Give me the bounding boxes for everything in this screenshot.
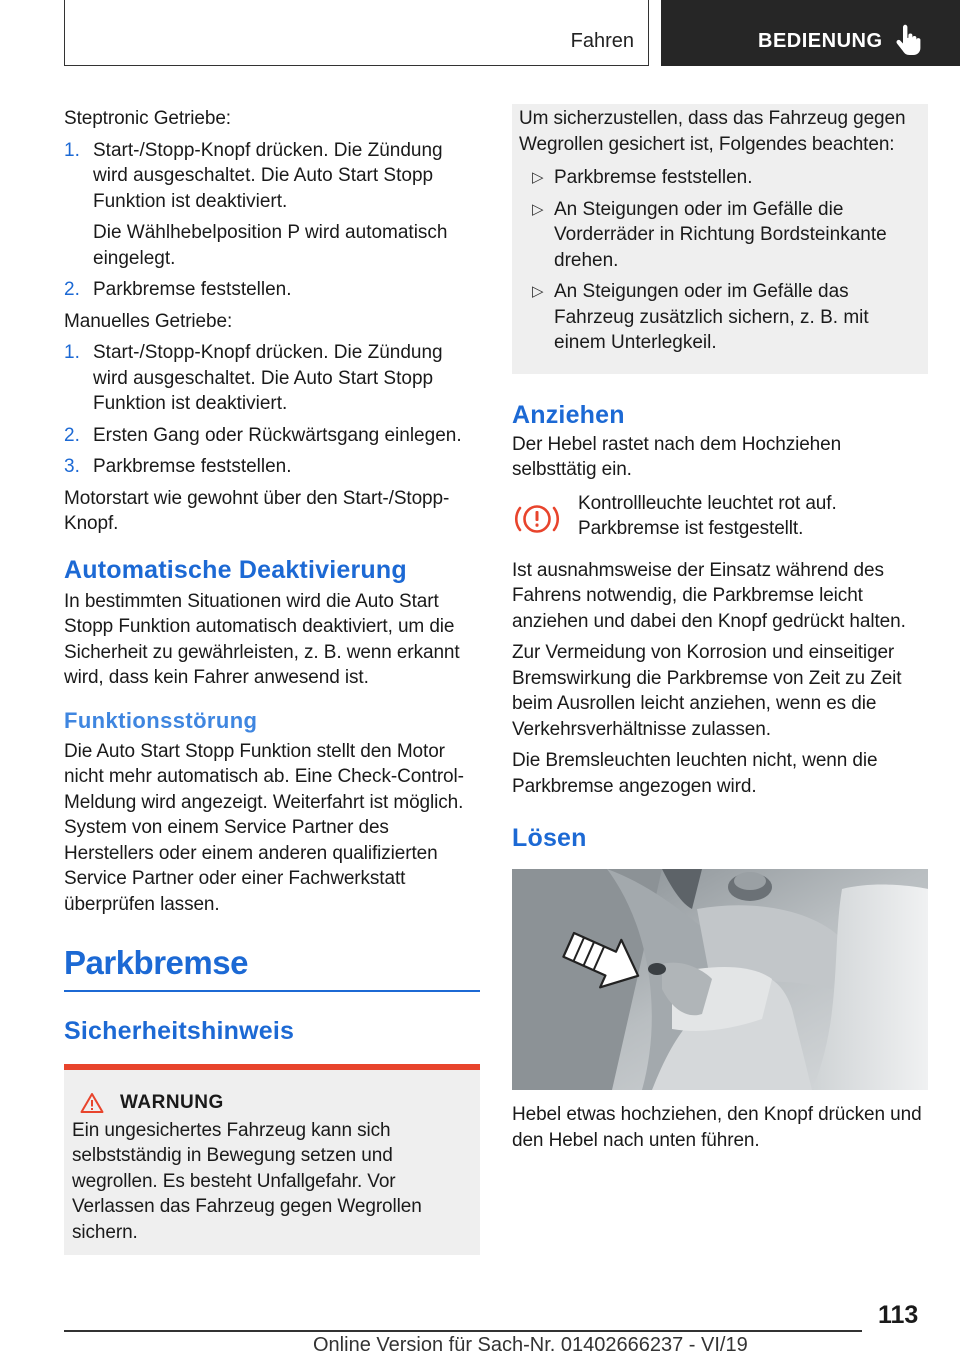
- triangle-bullet-icon: ▷: [532, 200, 544, 218]
- note-item-text: An Steigungen oder im Gefälle die Vorderräder in Richtung Bordsteinkante drehen.: [554, 198, 887, 271]
- list-item: [519, 165, 920, 191]
- fault-text: Die Auto Start Stopp Funktion stellt den Motor nicht mehr automatisch ab. Eine Check-Control-Meldung wird angezeigt. Weiterfahrt ist möglich. System von einem Service Partner des Herstellers oder einem anderen qualifizierten Service Partner oder einer Fachwerkstatt überprüfen lassen.: [64, 740, 464, 915]
- note-list: [519, 165, 920, 356]
- manual-steps: [64, 340, 480, 480]
- step-text: Ersten Gang oder Rückwärtsgang einlegen.: [93, 424, 462, 446]
- step-text: Parkbremse feststellen.: [93, 279, 292, 300]
- steptronic-steps: [64, 138, 480, 303]
- steptronic-label: Steptronic Getriebe:: [64, 108, 231, 129]
- list-item: [64, 340, 480, 417]
- step-text: Start-/Stopp-Knopf drücken. Die Zündung wird ausgeschaltet. Die Auto Start Stopp Funktion ist deaktiviert.: [93, 139, 443, 212]
- motorstart-text: Motorstart wie gewohnt über den Start-/Stopp-Knopf.: [64, 487, 450, 534]
- pointing-hand-icon: [894, 24, 922, 56]
- loesen-heading: Lösen: [512, 824, 587, 852]
- paragraph: Die Bremsleuchten leuchten nicht, wenn die Parkbremse angezogen wird.: [512, 750, 878, 797]
- note-box: [512, 104, 928, 374]
- fault-heading: Funktionsstörung: [64, 707, 258, 733]
- step-number: 2.: [64, 279, 80, 300]
- right-column: [512, 104, 928, 1153]
- footer-divider: [64, 1330, 862, 1332]
- step-number: 3.: [64, 456, 80, 477]
- step-text: Start-/Stopp-Knopf drücken. Die Zündung wird ausgeschaltet. Die Auto Start Stopp Funktion ist deaktiviert.: [93, 342, 443, 414]
- parking-brake-lever-photo: [512, 869, 928, 1090]
- note-item-text: Parkbremse feststellen.: [554, 167, 753, 188]
- step-extra-text: Die Wählhebelposition P wird automatisch eingelegt.: [93, 222, 448, 269]
- list-item: [64, 423, 480, 449]
- triangle-bullet-icon: ▷: [532, 169, 544, 186]
- warning-triangle-icon: [80, 1092, 104, 1114]
- list-item: [64, 138, 480, 272]
- left-column: [64, 106, 480, 1255]
- indicator-text: Kontrollleuchte leuchtet rot auf. Parkbremse ist festgestellt.: [578, 492, 837, 539]
- safety-heading: Sicherheitshinweis: [64, 1016, 295, 1045]
- step-number: 2.: [64, 424, 80, 446]
- triangle-bullet-icon: ▷: [532, 283, 544, 300]
- page-number: 113: [878, 1301, 919, 1329]
- anziehen-heading: Anziehen: [512, 400, 625, 429]
- list-item: [519, 279, 920, 356]
- auto-deactivation-text: In bestimmten Situationen wird die Auto Start Stopp Funktion automatisch deaktiviert, um die Sicherheit zu gewährleisten, z. B. wenn erkannt wird, dass kein Fahrer anwesend ist.: [64, 590, 460, 688]
- header-chapter-tab: [661, 0, 960, 66]
- image-caption: Hebel etwas hochziehen, den Knopf drücken und den Hebel nach unten führen.: [512, 1104, 922, 1151]
- step-number: 1.: [64, 342, 80, 363]
- warning-title: WARNUNG: [120, 1091, 224, 1113]
- paragraph: Zur Vermeidung von Korrosion und einseitiger Bremswirkung die Parkbremse von Zeit zu Zeit beim Ausrollen leicht anziehen, wenn es die Verkehrsverhältnisse zulassen.: [512, 642, 902, 740]
- manual-label: Manuelles Getriebe:: [64, 310, 233, 332]
- step-text: Parkbremse feststellen.: [93, 456, 292, 477]
- heading-divider: [64, 990, 480, 992]
- note-intro: Um sicherzustellen, dass das Fahrzeug gegen Wegrollen gesichert ist, Folgendes beachten:: [519, 108, 906, 155]
- auto-deactivation-heading: Automatische Deaktivierung: [64, 555, 407, 584]
- step-number: 1.: [64, 139, 80, 161]
- list-item: [519, 197, 920, 274]
- paragraph: Ist ausnahmsweise der Einsatz während des Fahrens notwendig, die Parkbremse leicht anziehen und dabei den Knopf gedrückt halten.: [512, 559, 906, 632]
- list-item: [64, 277, 480, 303]
- header-section-title: Fahren: [570, 30, 634, 52]
- warning-box: [64, 1070, 480, 1256]
- list-item: [64, 454, 480, 480]
- header-section-box: [64, 0, 649, 66]
- footer-online-version: Online Version für Sach-Nr. 01402666237 - VI/19: [313, 1334, 748, 1356]
- indicator-row: [512, 491, 928, 542]
- note-item-text: An Steigungen oder im Gefälle das Fahrzeug zusätzlich sichern, z. B. mit einem Unterlegkeil.: [554, 281, 869, 353]
- header-chapter-title: BEDIENUNG: [758, 30, 883, 52]
- parking-brake-warning-icon: [512, 501, 562, 537]
- warning-text: Ein ungesichertes Fahrzeug kann sich selbstständig in Bewegung setzen und wegrollen. Es besteht Unfallgefahr. Vor Verlassen das Fahrzeug gegen Wegrollen sichern.: [72, 1119, 422, 1243]
- parkbremse-heading: Parkbremse: [64, 944, 248, 981]
- anziehen-text: Der Hebel rastet nach dem Hochziehen selbsttätig ein.: [512, 433, 842, 480]
